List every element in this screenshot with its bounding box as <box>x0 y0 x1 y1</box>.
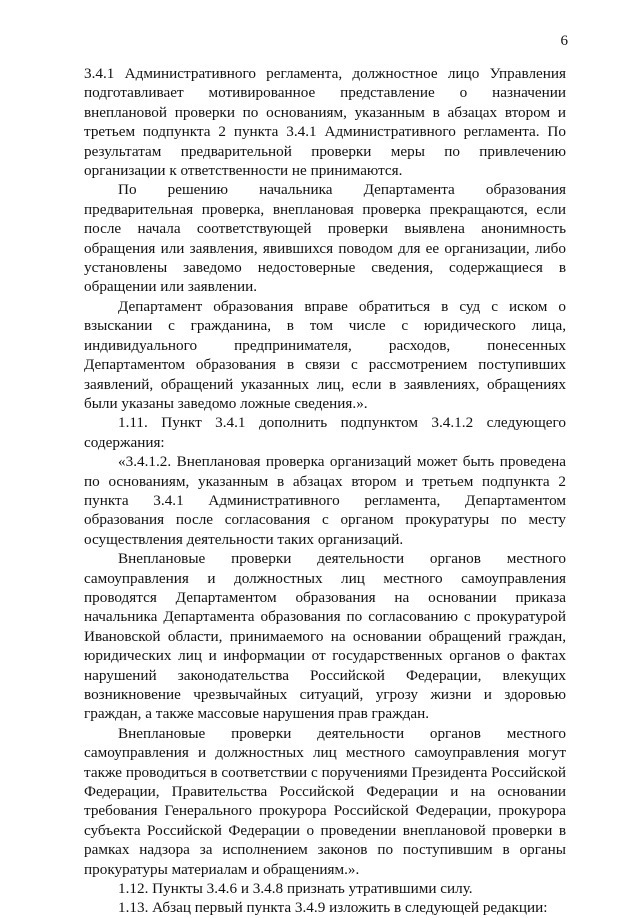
paragraph: 3.4.1 Административного регламента, должностное лицо Управления подготавливает мотивированное представление о назначении внеплановой проверки по основаниям, указанным в абзацах втором и третьем подпункта 2 пункта 3.4.1 Административного регламента. По результатам предварительной проверки меры по привлечению организации к ответственности не принимаются. <box>84 65 566 180</box>
paragraph: По решению начальника Департамента образования предварительная проверка, внеплановая проверка прекращаются, если после начала соответствующей проверки выявлена анонимность обращения или заявления, явившихся поводом для ее организации, либо установлены заведомо недостоверные сведения, содержащиеся в обращении или заявлении. <box>84 181 566 296</box>
page-number: 6 <box>560 33 568 49</box>
document-body <box>84 64 566 918</box>
paragraph: Департамент образования вправе обратиться в суд с иском о взыскании с гражданина, в том числе с юридического лица, индивидуального предпринимателя, расходов, понесенных Департаментом образования в связи с рассмотрением поступивших заявлений, обращений указанных лиц, если в заявлениях, обращениях были указаны заведомо ложные сведения.». <box>84 297 566 412</box>
paragraph: Внеплановые проверки деятельности органов местного самоуправления и должностных лиц местного самоуправления могут также проводиться в соответствии с поручениями Президента Российской Федерации, Правительства Российской Федерации и на основании требования Генерального прокурора Российской Федерации, прокурора субъекта Российской Федерации о проведении внеплановой проверки в рамках надзора за исполнением законов по поступившим в органы прокуратуры материалам и обращениям.». <box>84 724 566 878</box>
paragraph: 1.11. Пункт 3.4.1 дополнить подпунктом 3.4.1.2 следующего содержания: <box>84 414 566 451</box>
paragraph: 1.13. Абзац первый пункта 3.4.9 изложить в следующей редакции: <box>118 899 548 917</box>
paragraph: 1.12. Пункты 3.4.6 и 3.4.8 признать утратившими силу. <box>118 880 473 898</box>
paragraph: Внеплановые проверки деятельности органов местного самоуправления и должностных лиц местного самоуправления проводятся Департаментом образования на основании приказа начальника Департамента образования по согласованию с прокуратурой Ивановской области, принимаемого на основании обращений граждан, юридических лиц и информации от государственных органов о фактах нарушений законодательства Российской Федерации, влекущих возникновение чрезвычайных ситуаций, угрозу жизни и здоровью граждан, а также массовые нарушения прав граждан. <box>84 550 566 723</box>
paragraph: «3.4.1.2. Внеплановая проверка организаций может быть проведена по основаниям, указанным в абзацах втором и третьем подпункта 2 пункта 3.4.1 Административного регламента, Департаментом образования после согласования с органом прокуратуры по месту осуществления деятельности таких организаций. <box>84 453 566 548</box>
